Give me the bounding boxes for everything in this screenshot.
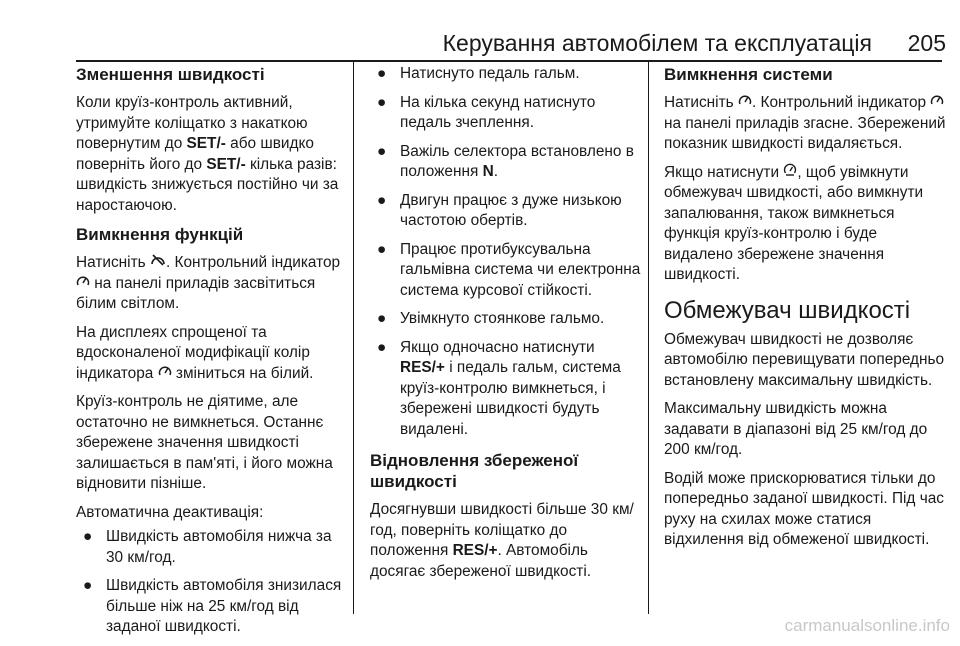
- column-divider-1: [353, 62, 354, 614]
- heading-functions-off: Вимкнення функцій: [76, 225, 244, 244]
- column-2: [370, 64, 642, 590]
- list-item: ● Увімкнуто стоянкове гальмо.: [377, 310, 605, 327]
- list-item: ● Якщо одночасно натиснути RES/+ і педаль гальм, система круїз-контролю вимкнеться, і збережені швидкості будуть видалені.: [377, 338, 621, 438]
- set-minus-label: SET/-: [206, 155, 246, 173]
- watermark: carmanualsonline.info: [784, 616, 950, 635]
- speedometer-icon: [76, 273, 90, 294]
- heading-restore-speed: Відновлення збереженої швидкості: [370, 451, 579, 491]
- heading-system-off: Вимкнення системи: [664, 65, 833, 84]
- heading-speed-limiter: Обмежувач швидкості: [664, 296, 911, 324]
- paragraph-restore-speed: Досягнувши швидкості більше 30 км/год, поверніть коліщатко до положення RES/+. Автомобіль досягає збереженої швидкості.: [370, 501, 634, 580]
- paragraph-reduce-speed: Коли круїз-контроль активний, утримуйте коліщатко з накаткою повернутим до SET/- або швидко поверніть його до SET/- кілька разів: швидкість знижується постійно чи за наростаючою.: [76, 94, 339, 214]
- set-minus-label: SET/-: [186, 135, 226, 152]
- speed-limiter-icon: [783, 162, 797, 183]
- paragraph-indicator-color: На дисплеях спрощеної та вдосконаленої модифікації колір індикатора зміниться на білий.: [76, 323, 314, 382]
- paragraph-functions-off: Натисніть . Контрольний індикатор на панелі приладів засвітиться білим світлом.: [76, 254, 341, 312]
- heading-reduce-speed: Зменшення швидкості: [76, 65, 265, 84]
- res-plus-label: RES/+: [452, 542, 498, 559]
- res-plus-label: RES/+: [400, 359, 445, 376]
- speedometer-icon: [738, 92, 752, 113]
- column-divider-2: [648, 62, 649, 614]
- deactivation-list-continued: [370, 64, 642, 440]
- speedometer-icon: [930, 92, 944, 113]
- paragraph-memory: Круїз-контроль не діятиме, але остаточно не вимкнеться. Останнє збережене значення швидкості залишається в пам'яті, і його можна відновити пізніше.: [76, 393, 333, 492]
- list-item: ● Двигун працює з дуже низькою частотою обертів.: [377, 191, 622, 229]
- page-number: 205: [907, 30, 946, 56]
- list-item: ● Натиснуто педаль гальм.: [377, 65, 580, 82]
- paragraph-system-off: Натисніть . Контрольний індикатор на панелі приладів згасне. Збережений показник швидкості видаляється.: [664, 94, 946, 152]
- speedometer-icon: [158, 363, 172, 384]
- cruise-cancel-icon: [150, 252, 166, 273]
- paragraph-limiter-1: Обмежувач швидкості не дозволяє автомобілю перевищувати попередньо встановлену максимальну швидкість.: [664, 330, 945, 389]
- list-item: ● На кілька секунд натиснуто педаль зчеплення.: [377, 93, 596, 131]
- list-item: ● Швидкість автомобіля нижча за 30 км/год.: [83, 528, 332, 566]
- column-3: [664, 64, 946, 559]
- gear-n-label: N: [482, 163, 494, 180]
- list-item: ● Швидкість автомобіля знизилася більше ніж на 25 км/год від заданої швидкості.: [83, 577, 342, 635]
- deactivation-list: [76, 527, 348, 638]
- list-item: ● Важіль селектора встановлено в положення N.: [377, 142, 634, 180]
- running-header-title: Керування автомобілем та експлуатація: [442, 30, 872, 56]
- paragraph-limiter-2: Максимальну швидкість можна задавати в діапазоні від 25 км/год до 200 км/год.: [664, 400, 928, 458]
- paragraph-auto-deactivation: Автоматична деактивація:: [76, 503, 264, 521]
- column-1: [76, 64, 348, 646]
- list-item: ● Працює протибуксувальна гальмівна система чи електронна система курсової стійкості.: [377, 240, 641, 299]
- paragraph-limiter-switch: Якщо натиснути , щоб увімкнути обмежувач швидкості, або вимкнути запалювання, також вимкнеться функція круїз-контролю і буде видалено збережене значення швидкості.: [664, 163, 924, 283]
- header-rule: [76, 60, 942, 62]
- paragraph-limiter-3: Водій може прискорюватися тільки до попередньо заданої швидкості. Під час руху на схилах може статися відхилення від обмеженої швидкості.: [664, 469, 944, 548]
